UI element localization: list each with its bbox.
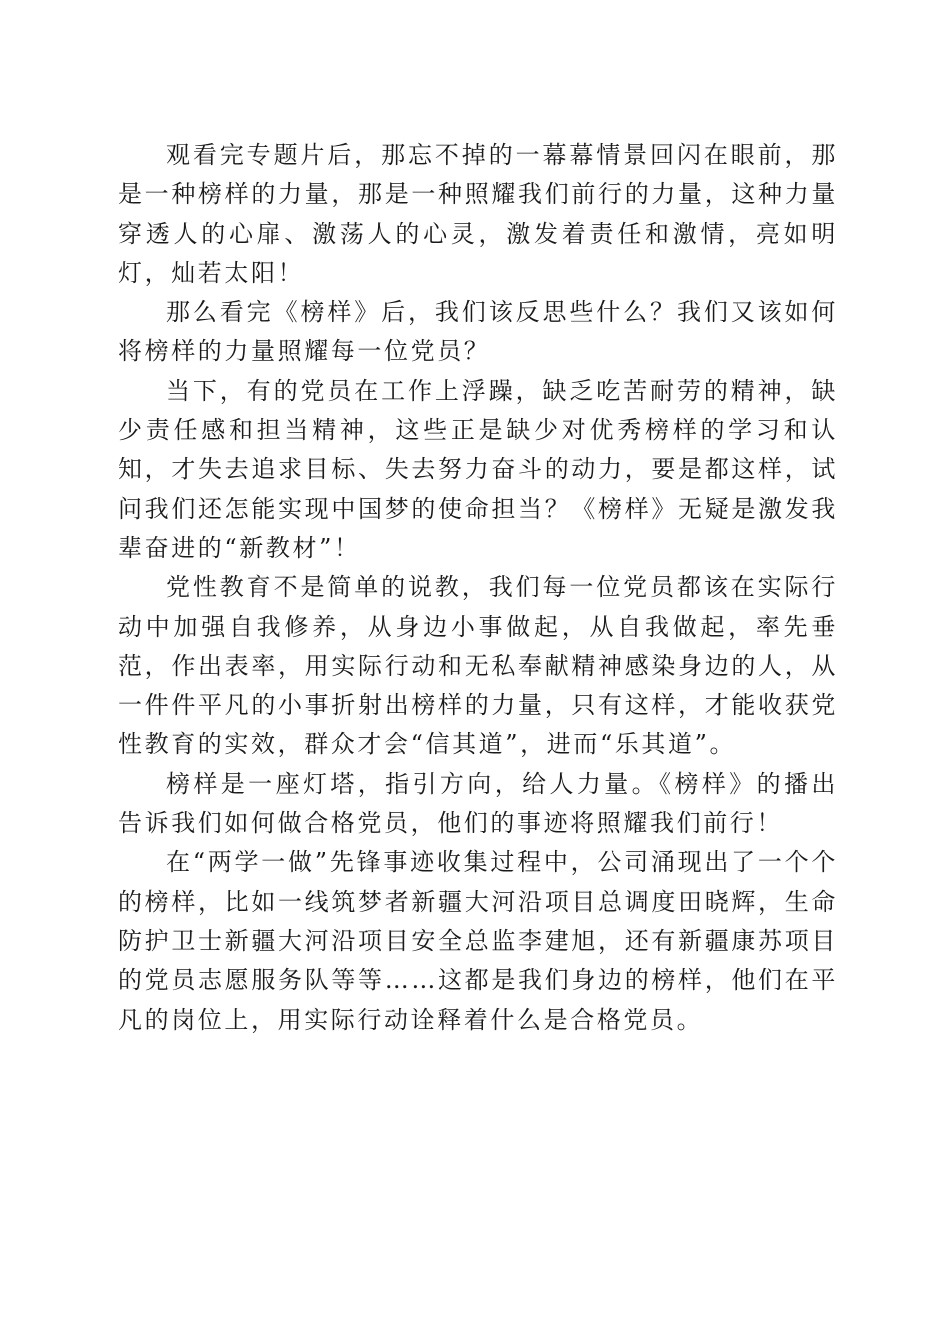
document-body (118, 136, 838, 1040)
paragraph-4: 党性教育不是简单的说教，我们每一位党员都该在实际行动中加强自我修养，从身边小事做起，从自我做起，率先垂范，作出表率，用实际行动和无私奉献精神感染身边的人，从一件件平凡的小事折射出榜样的力量，只有这样，才能收获党性教育的实效，群众才会“信其道”，进而“乐其道”。 (118, 573, 838, 759)
paragraph-3: 当下，有的党员在工作上浮躁，缺乏吃苦耐劳的精神，缺少责任感和担当精神，这些正是缺少对优秀榜样的学习和认知，才失去追求目标、失去努力奋斗的动力，要是都这样，试问我们还怎能实现中国梦的使命担当？《榜样》无疑是激发我辈奋进的“新教材”！ (118, 376, 838, 562)
paragraph-2: 那么看完《榜样》后，我们该反思些什么？我们又该如何将榜样的力量照耀每一位党员？ (118, 298, 838, 366)
paragraph-5: 榜样是一座灯塔，指引方向，给人力量。《榜样》的播出告诉我们如何做合格党员，他们的事迹将照耀我们前行！ (118, 769, 838, 838)
paragraph-1: 观看完专题片后，那忘不掉的一幕幕情景回闪在眼前，那是一种榜样的力量，那是一种照耀我们前行的力量，这种力量穿透人的心扉、激荡人的心灵，激发着责任和激情，亮如明灯，灿若太阳！ (118, 141, 838, 287)
paragraph-6: 在“两学一做”先锋事迹收集过程中，公司涌现出了一个个的榜样，比如一线筑梦者新疆大河沿项目总调度田晓辉，生命防护卫士新疆大河沿项目安全总监李建旭，还有新疆康苏项目的党员志愿服务队等等……这都是我们身边的榜样，他们在平凡的岗位上，用实际行动诠释着什么是合格党员。 (118, 848, 838, 1034)
